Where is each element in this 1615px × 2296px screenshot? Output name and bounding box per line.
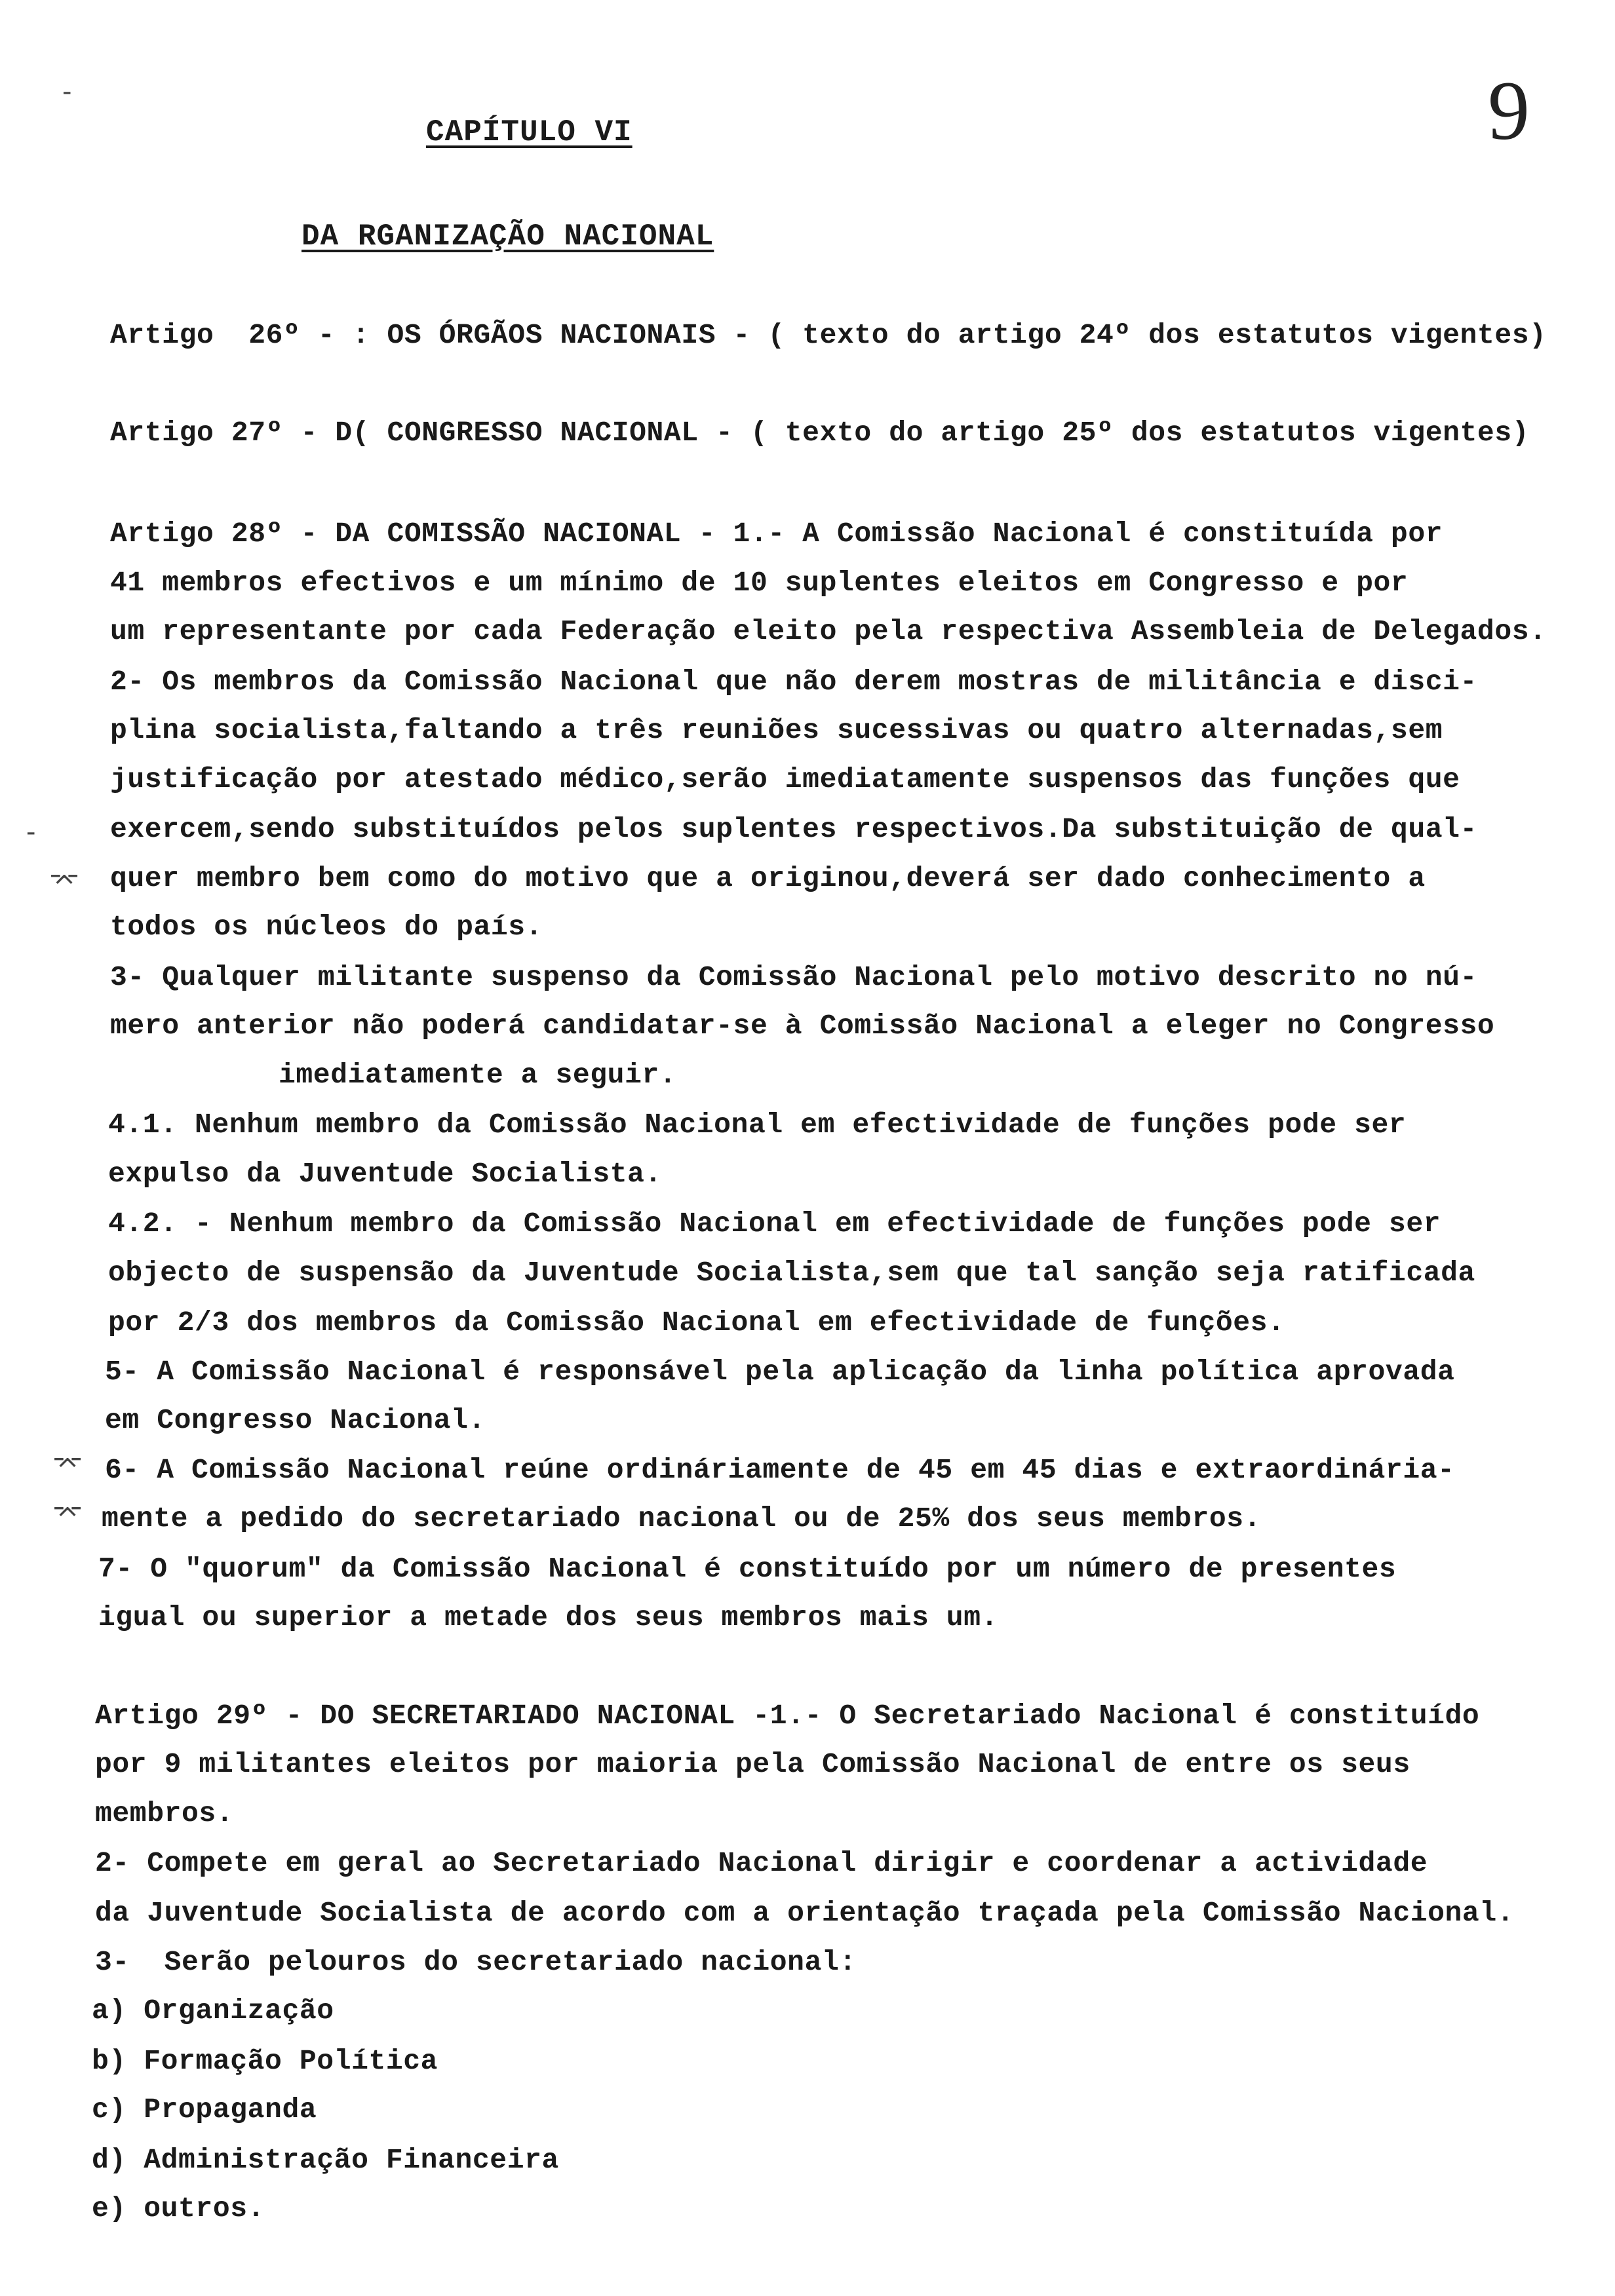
body-line: mente a pedido do secretariado nacional ou de 25% dos seus membros. — [102, 1502, 1262, 1535]
margin-mark: - — [62, 77, 72, 107]
body-line: mero anterior não poderá candidatar-se à Comissão Nacional a eleger no Congresso — [110, 1010, 1495, 1042]
body-line: por 2/3 dos membros da Comissão Nacional em efectividade de funções. — [108, 1307, 1285, 1339]
section-title: DA RGANIZAÇÃO NACIONAL — [302, 220, 714, 254]
body-line: por 9 militantes eleitos por maioria pela Comissão Nacional de entre os seus — [95, 1748, 1411, 1780]
body-line: expulso da Juventude Socialista. — [108, 1158, 662, 1190]
body-line: 4.2. - Nenhum membro da Comissão Nacional em efectividade de funções pode ser — [108, 1208, 1441, 1240]
body-line: 6- A Comissão Nacional reúne ordináriamente de 45 em 45 dias e extraordinária- — [105, 1454, 1455, 1486]
body-line: um representante por cada Federação eleito pela respectiva Assembleia de Delegados. — [110, 615, 1547, 647]
body-line: todos os núcleos do país. — [110, 911, 543, 943]
body-line: 3- Qualquer militante suspenso da Comissão Nacional pelo motivo descrito no nú- — [110, 961, 1477, 993]
body-line: exercem,sendo substituídos pelos suplentes respectivos.Da substituição de qual- — [110, 813, 1477, 845]
article-27-line: Artigo 27º - D( CONGRESSO NACIONAL - ( texto do artigo 25º dos estatutos vigentes) — [110, 417, 1530, 449]
body-line: 3- Serão pelouros do secretariado nacional: — [95, 1946, 857, 1978]
page-number: 9 — [1488, 64, 1530, 157]
margin-mark: ⌤ — [49, 866, 80, 896]
list-item: e) outros. — [92, 2192, 265, 2225]
body-line: da Juventude Socialista de acordo com a orientação traçada pela Comissão Nacional. — [95, 1897, 1515, 1929]
body-line: justificação por atestado médico,serão imediatamente suspensos das funções que — [110, 763, 1460, 795]
body-line: objecto de suspensão da Juventude Socialista,sem que tal sanção seja ratificada — [108, 1257, 1475, 1289]
body-line: membros. — [95, 1797, 234, 1829]
list-item: b) Formação Política — [92, 2045, 438, 2077]
body-line: 2- Compete em geral ao Secretariado Nacional dirigir e coordenar a actividade — [95, 1847, 1428, 1879]
body-line: igual ou superior a metade dos seus membros mais um. — [98, 1601, 999, 1634]
body-line: em Congresso Nacional. — [105, 1404, 486, 1436]
margin-mark: - — [26, 817, 36, 847]
body-line: plina socialista,faltando a três reuniões sucessivas ou quatro alternadas,sem — [110, 714, 1443, 746]
body-line: 5- A Comissão Nacional é responsável pela aplicação da linha política aprovada — [105, 1356, 1455, 1388]
margin-mark: ⌤ — [52, 1499, 83, 1529]
list-item: d) Administração Financeira — [92, 2144, 559, 2176]
body-line: 2- Os membros da Comissão Nacional que não derem mostras de militância e disci- — [110, 666, 1477, 698]
body-line: quer membro bem como do motivo que a originou,deverá ser dado conhecimento a — [110, 862, 1426, 894]
article-28-line: Artigo 28º - DA COMISSÃO NACIONAL - 1.- A Comissão Nacional é constituída por — [110, 518, 1443, 550]
article-26-line: Artigo 26º - : OS ÓRGÃOS NACIONAIS - ( texto do artigo 24º dos estatutos vigentes) — [110, 319, 1547, 351]
body-line: 41 membros efectivos e um mínimo de 10 suplentes eleitos em Congresso e por — [110, 567, 1409, 599]
body-line: 7- O "quorum" da Comissão Nacional é constituído por um número de presentes — [98, 1553, 1397, 1585]
article-29-line: Artigo 29º - DO SECRETARIADO NACIONAL -1.- O Secretariado Nacional é constituído — [95, 1700, 1480, 1732]
body-line: imediatamente a seguir. — [279, 1059, 677, 1091]
chapter-title: CAPÍTULO VI — [426, 115, 632, 149]
list-item: a) Organização — [92, 1995, 334, 2027]
margin-mark: ⌤ — [52, 1449, 83, 1480]
body-line: 4.1. Nenhum membro da Comissão Nacional em efectividade de funções pode ser — [108, 1109, 1407, 1141]
list-item: c) Propaganda — [92, 2094, 317, 2126]
